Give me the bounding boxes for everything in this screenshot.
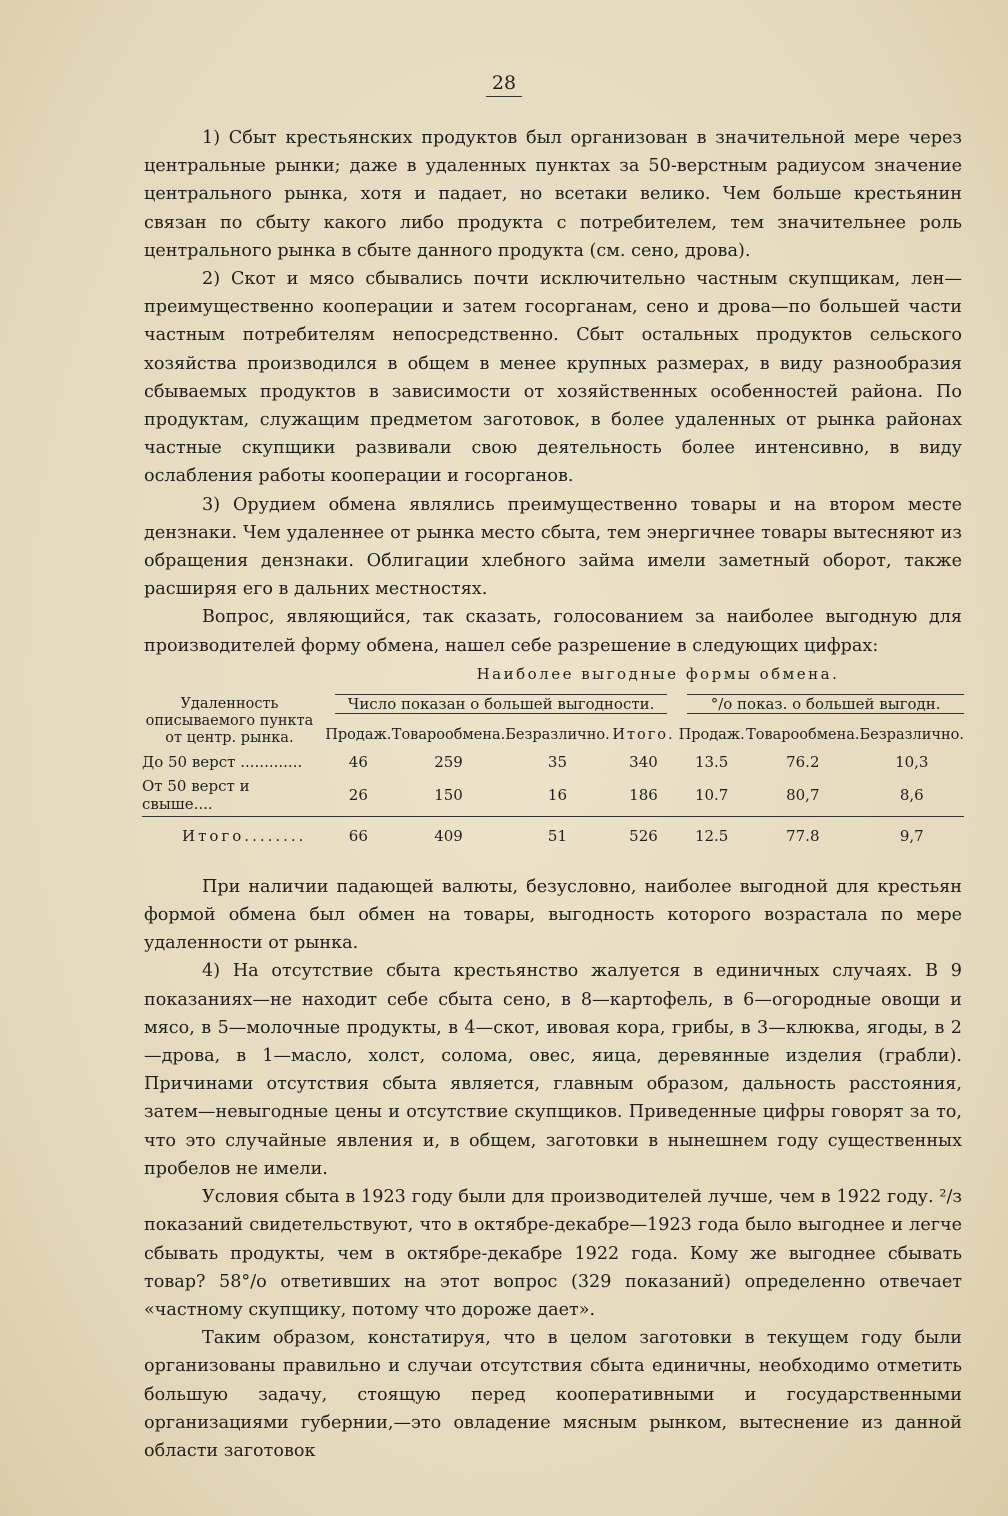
col-header: Итого. bbox=[612, 726, 675, 743]
body-text bbox=[144, 124, 962, 1465]
cell: 35 bbox=[547, 752, 568, 771]
paragraph-2: 2) Скот и мясо сбывались почти исключительно частным скупщикам, лен—преимущественно кооперации и затем госорганам, сено и дрова—по большей части частным потребителям непосредственно. Сбыт остальных продуктов сельского хозяйства производился в общем в менее крупных размерах, в виду разнообразия сбываемых продуктов в зависимости от хозяйственных особенностей района. По продуктам, служащим предметом заготовок, в более удаленных от рынка районах частные скупщики развивали свою деятельность более интенсивно, в виду ослабления работы кооперации и госорганов. bbox=[144, 269, 962, 487]
cell: 259 bbox=[434, 752, 463, 771]
group-header-percent: °/о показ. о большей выгодн. bbox=[687, 694, 964, 714]
cell: 77.8 bbox=[746, 816, 859, 851]
cell: 13.5 bbox=[694, 752, 729, 771]
table-caption: Наиболее выгодные формы обмена. bbox=[476, 664, 840, 683]
paragraph-1: 1) Сбыт крестьянских продуктов был организован в значительной мере через центральные рынки; даже в удаленных пунктах за 50-верстным радиусом значение центрального рынка, хотя и падает, но всетаки велико. Чем больше крестьянин связан по сбыту какого либо продукта с потребителем, тем значительнее роль центрального рынка в сбыте данного продукта (см. сено, дрова). bbox=[144, 128, 962, 261]
cell: 9,7 bbox=[860, 816, 964, 851]
cell: 26 bbox=[348, 785, 368, 804]
row-label: От 50 верст и свыше.... bbox=[142, 776, 250, 813]
paragraph-8: Таким образом, констатируя, что в целом заготовки в текущем году были организованы правильно и случаи отсутствия сбыта единичны, необходимо отметить большую задачу, стоящую перед кооперативными и государственными организациями губернии,—это овладение мясным рынком, вытеснение из данной области заготовок bbox=[144, 1328, 962, 1461]
cell: 150 bbox=[434, 785, 463, 804]
cell: 340 bbox=[629, 752, 658, 771]
cell: 8,6 bbox=[899, 785, 924, 804]
cell: 10.7 bbox=[694, 785, 729, 804]
cell: 66 bbox=[325, 816, 392, 851]
table-row bbox=[142, 750, 964, 774]
col-header: Продаж. bbox=[678, 726, 745, 743]
exchange-table bbox=[142, 690, 964, 851]
total-label: Итого........ bbox=[142, 816, 325, 851]
cell: 526 bbox=[610, 816, 678, 851]
row-label: До 50 верст ............. bbox=[142, 752, 303, 771]
cell: 12.5 bbox=[677, 816, 746, 851]
page-number: 28 bbox=[0, 72, 1008, 94]
paragraph-6: 4) На отсутствие сбыта крестьянство жалуется в единичных случаях. В 9 показаниях—не находит себе сбыта сено, в 8—картофель, в 6—огородные овощи и мясо, в 5—молочные продукты, в 4—скот, ивовая кора, грибы, в 3—клюква, ягоды, в 2—дрова, в 1—масло, холст, солома, овес, яица, деревянные изделия (грабли). Причинами отсутствия сбыта является, главным образом, дальность расстояния, затем—невыгодные цены и отсутствие скупщиков. Приведенные цифры говорят за то, что это случайные явления и, в общем, заготовки в нынешнем году существенных пробелов не имели. bbox=[144, 961, 962, 1179]
cell: 51 bbox=[505, 816, 609, 851]
col-header: Товарообмена. bbox=[391, 726, 506, 743]
paragraph-7: Условия сбыта в 1923 году были для производителей лучше, чем в 1922 году. ²/з показаний свидетельствуют, что в октябре-декабре—1923 года было выгоднее и легче сбывать продукты, чем в октябре-декабре 1922 года. Кому же выгоднее сбывать товар? 58°/о ответивших на этот вопрос (329 показаний) определенно отвечает «частному скупщику, потому что дороже дает». bbox=[144, 1187, 962, 1320]
cell: 76.2 bbox=[786, 752, 820, 771]
col-header: Товарообмена. bbox=[746, 726, 860, 743]
col-header: Продаж. bbox=[325, 726, 392, 743]
group-header-count: Число показан о большей выгодности. bbox=[335, 694, 667, 714]
cell: 10,3 bbox=[895, 752, 929, 771]
paragraph-4: Вопрос, являющийся, так сказать, голосованием за наиболее выгодную для производителей форму обмена, нашел себе разрешение в следующих цифрах: bbox=[144, 607, 962, 656]
table-row bbox=[142, 774, 964, 817]
cell: 16 bbox=[547, 785, 568, 804]
cell: 409 bbox=[392, 816, 505, 851]
cell: 186 bbox=[629, 785, 658, 804]
paragraph-3: 3) Орудием обмена являлись преимущественно товары и на втором месте дензнаки. Чем удаленнее от рынка место сбыта, тем энергичнее товары вытесняют из обращения дензнаки. Облигации хлебного займа имели заметный оборот, также расширяя его в дальних местностях. bbox=[144, 494, 962, 600]
col-header: Безразлично. bbox=[859, 726, 964, 743]
table-row-header: Удаленность описываемого пункта от центр. рынка. bbox=[145, 695, 314, 746]
table-total-row bbox=[142, 816, 964, 851]
cell: 80,7 bbox=[786, 785, 820, 804]
col-header: Безразлично. bbox=[505, 726, 610, 743]
cell: 46 bbox=[348, 752, 368, 771]
paragraph-5: При наличии падающей валюты, безусловно, наиболее выгодной для крестьян формой обмена был обмен на товары, выгодность которого возрастала по мере удаленности от рынка. bbox=[144, 876, 962, 954]
